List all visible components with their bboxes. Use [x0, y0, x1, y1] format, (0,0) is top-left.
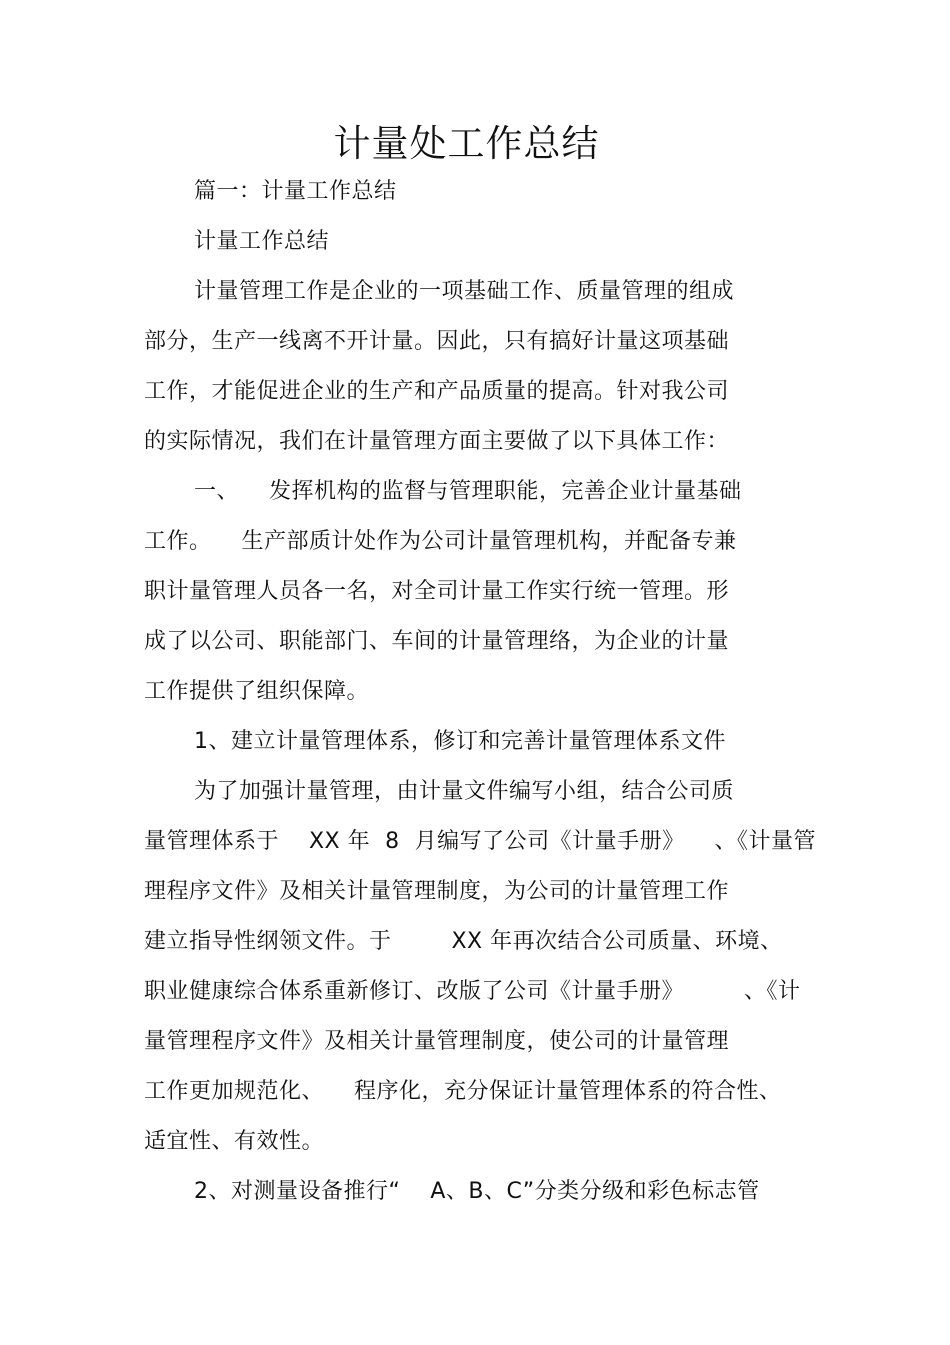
paragraph-line: 1、建立计量管理体系，修订和完善计量管理体系文件	[194, 729, 726, 754]
paragraph-line: 工作。 生产部质计处作为公司计量管理机构，并配备专兼	[144, 529, 737, 554]
paragraph-line: 建立指导性纲领文件。于 XX 年再次结合公司质量、环境、	[144, 929, 783, 954]
paragraph-line: 适宜性、有效性。	[144, 1129, 325, 1154]
paragraph-line: 职业健康综合体系重新修订、改版了公司《计量手册》 、《计	[144, 979, 801, 1004]
subsection-heading: 计量工作总结	[194, 229, 330, 254]
paragraph-line: 理程序文件》及相关计量管理制度，为公司的计量管理工作	[144, 879, 730, 904]
paragraph-line: 部分，生产一线离不开计量。因此，只有搞好计量这项基础	[144, 329, 730, 354]
paragraph-line: 工作提供了组织保障。	[144, 679, 370, 704]
paragraph-line: 量管理体系于 XX 年 8 月编写了公司《计量手册》 、《计量管	[144, 829, 817, 854]
paragraph-line: 的实际情况，我们在计量管理方面主要做了以下具体工作：	[144, 429, 730, 454]
paragraph-line: 量管理程序文件》及相关计量管理制度，使公司的计量管理	[144, 1029, 730, 1054]
document-title: 计量处工作总结	[333, 122, 600, 165]
paragraph-line: 工作，才能促进企业的生产和产品质量的提高。针对我公司	[144, 379, 730, 404]
paragraph-line: 职计量管理人员各一名，对全司计量工作实行统一管理。形	[144, 579, 730, 604]
paragraph-line: 工作更加规范化、 程序化，充分保证计量管理体系的符合性、	[144, 1079, 782, 1104]
paragraph-line: 成了以公司、职能部门、车间的计量管理络，为企业的计量	[144, 629, 730, 654]
paragraph-line: 2、对测量设备推行“ A、B、C”分类分级和彩色标志管	[194, 1179, 760, 1204]
paragraph-line: 计量管理工作是企业的一项基础工作、质量管理的组成	[194, 279, 735, 304]
paragraph-line: 为了加强计量管理，由计量文件编写小组，结合公司质	[194, 779, 735, 804]
paragraph-line: 一、 发挥机构的监督与管理职能，完善企业计量基础	[194, 479, 742, 504]
section-heading: 篇一：计量工作总结	[194, 179, 397, 204]
